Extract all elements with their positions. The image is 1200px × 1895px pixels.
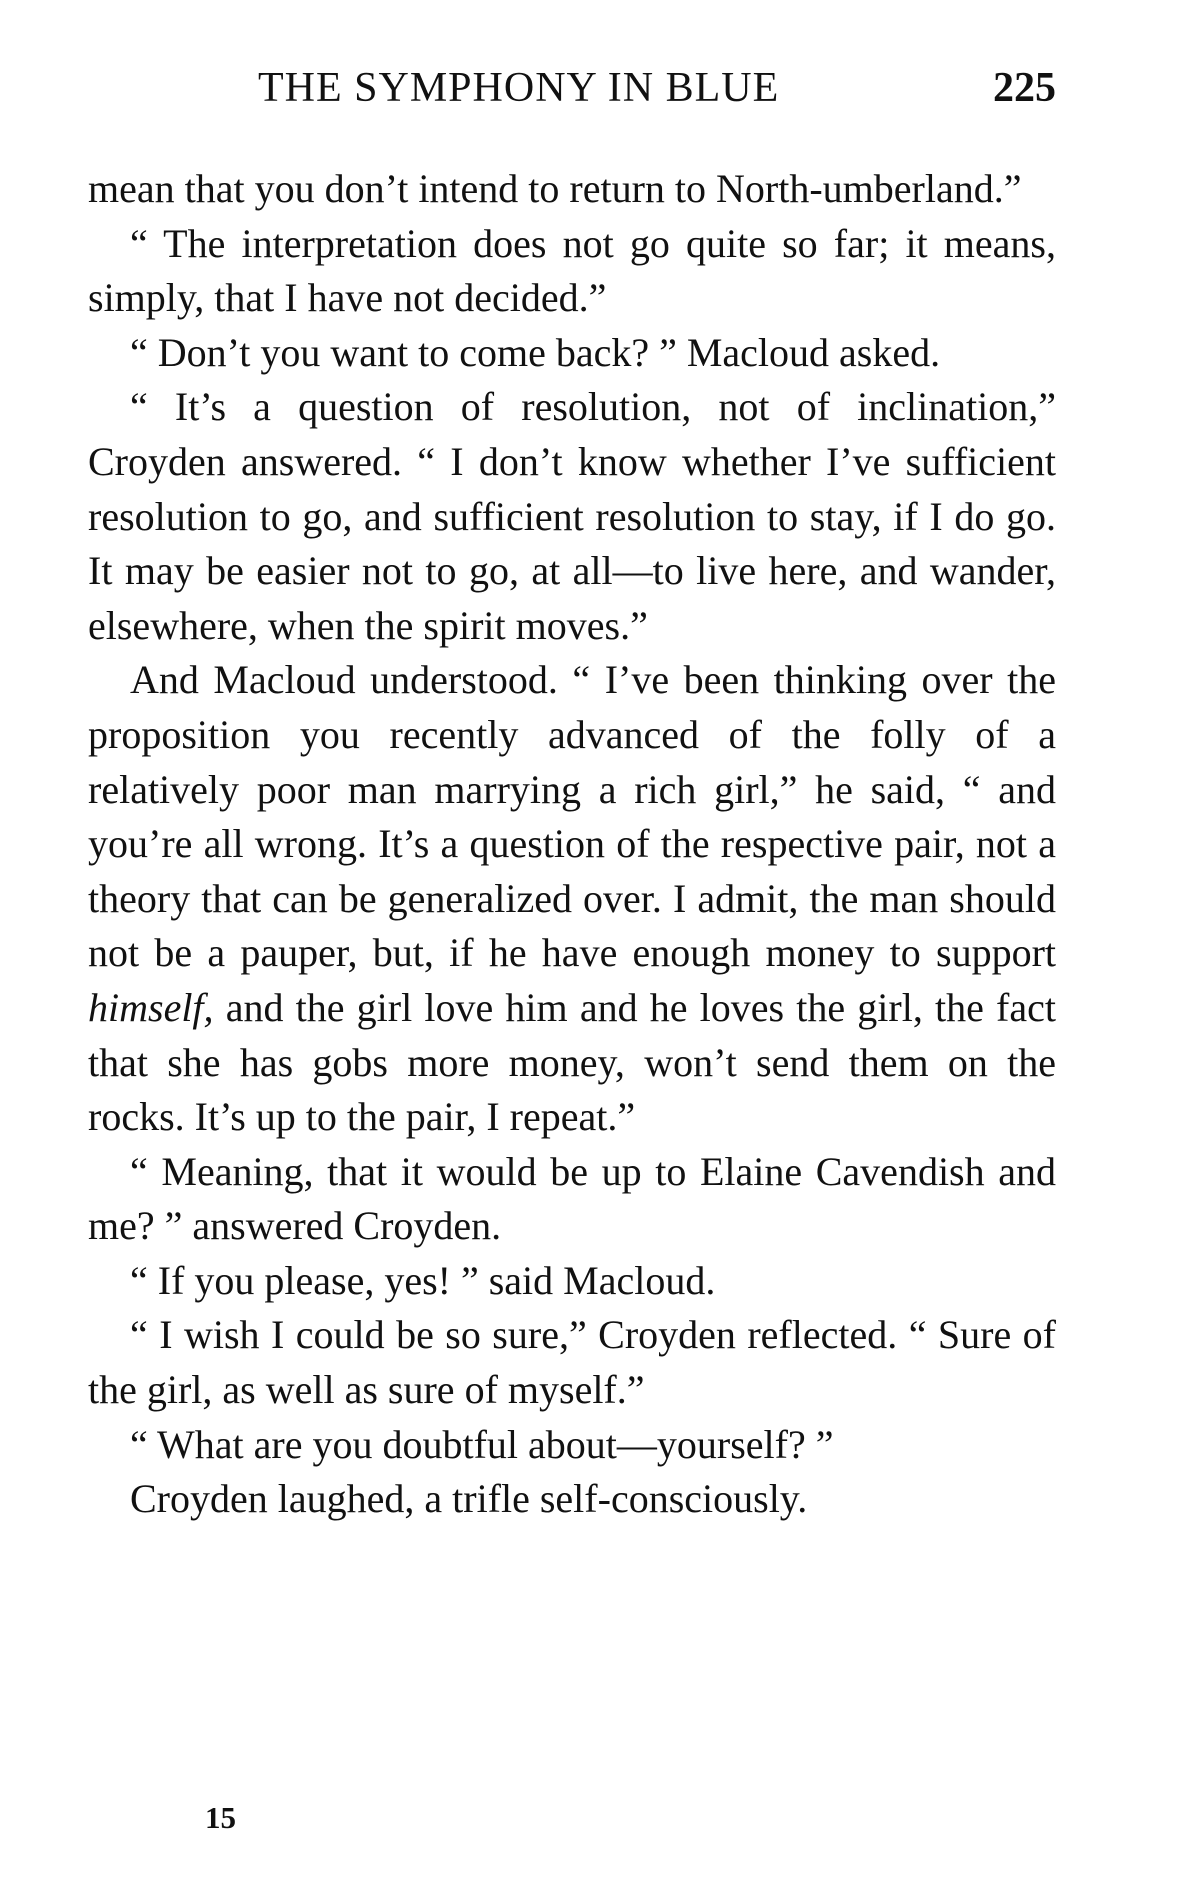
paragraph-macloud-argument (88, 653, 1056, 1144)
paragraph-interpretation: “ The interpretation does not go quite so far; it means, simply, that I have not decided.” (88, 220, 1056, 321)
paragraph-continuation: mean that you don’t intend to return to North-umberland.” (88, 166, 1022, 211)
page-number: 225 (993, 65, 1056, 111)
paragraph-if-you-please: “ If you please, yes! ” said Macloud. (130, 1257, 716, 1303)
paragraph-text-after-emphasis: and the girl love him and he loves the girl, the fact that she has gobs more money, won’t send them on the rocks. It’s up to the pair, I repeat.” (88, 984, 1056, 1140)
body-text (88, 162, 1056, 1527)
paragraph-text-before-emphasis: And Macloud understood. “ I’ve been thinking over the proposition you recently advanced of the folly of a relatively poor man marrying a rich girl,” he said, “ and you’re all wrong. It’s a question of the respective pair, not a theory that can be generalized over. I admit, the man should not be a pauper, but, if he have enough money to support (88, 657, 1056, 976)
running-title: THE SYMPHONY IN BLUE (258, 65, 780, 111)
signature-mark: 15 (205, 1800, 236, 1835)
paragraph-laughed: Croyden laughed, a trifle self-consciously. (130, 1476, 808, 1522)
paragraph-come-back: “ Don’t you want to come back? ” Macloud asked. (130, 329, 941, 375)
paragraph-so-sure: “ I wish I could be so sure,” Croyden reflected. “ Sure of the girl, as well as sure of myself.” (88, 1312, 1056, 1413)
running-head (88, 64, 1056, 124)
paragraph-doubtful: “ What are you doubtful about—yourself? ” (130, 1421, 834, 1467)
paragraph-elaine: “ Meaning, that it would be up to Elaine Cavendish and me? ” answered Croyden. (88, 1148, 1056, 1249)
paragraph-resolution: “ It’s a question of resolution, not of inclination,” Croyden answered. “ I don’t know whether I’ve sufficient resolution to go, and sufficient resolution to stay, if I do go. It may be easier not to go, at all—to live here, and wander, elsewhere, when the spirit moves.” (88, 384, 1056, 648)
emphasized-word: himself, (88, 984, 214, 1030)
